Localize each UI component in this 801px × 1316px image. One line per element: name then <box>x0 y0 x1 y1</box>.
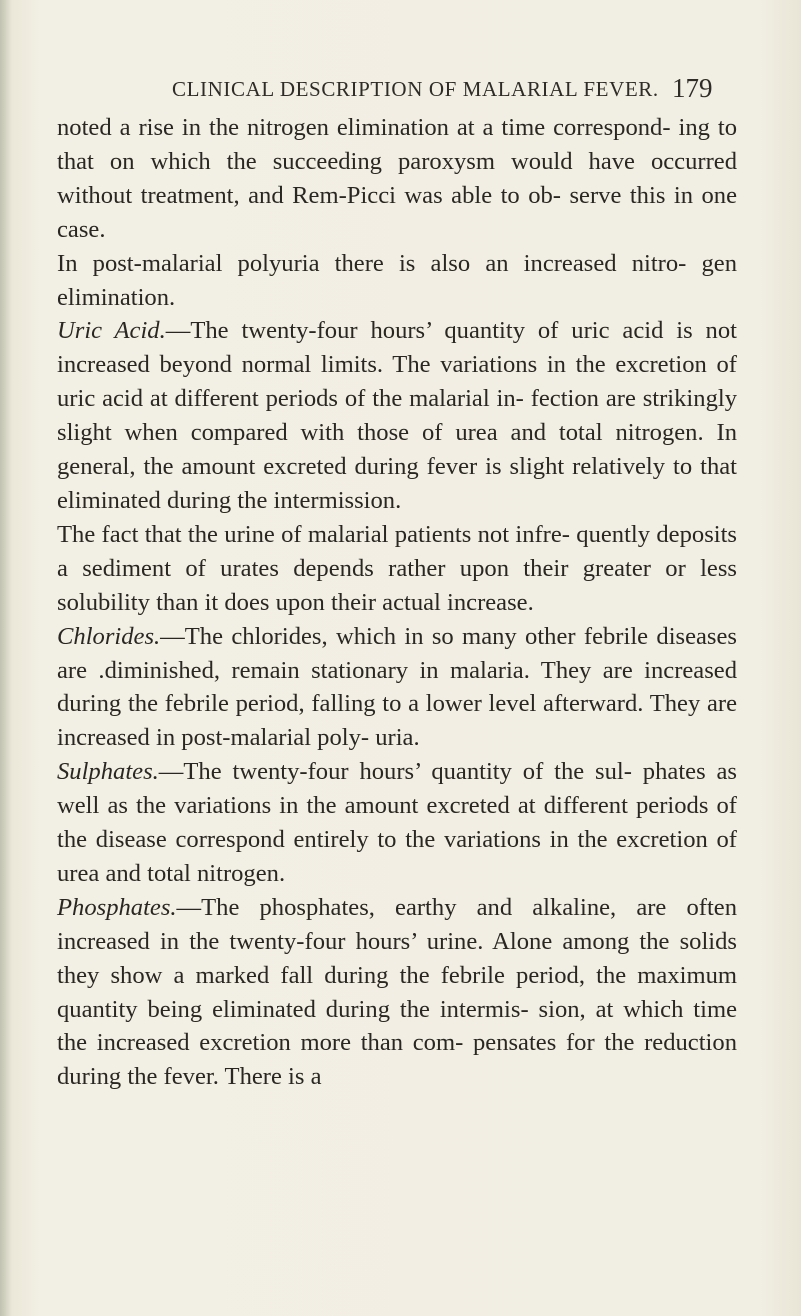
paragraph-uric-acid <box>57 314 737 517</box>
section-heading-uric-acid: Uric Acid. <box>57 317 166 345</box>
paragraph-text: noted a rise in the nitrogen elimination at a time correspond- ing to that on which the succeeding paroxysm would have occurred without treatment, and Rem-Picci was able to ob- serve this in one case. <box>57 114 737 243</box>
paragraph-nitrogen-continued <box>57 111 737 247</box>
paragraph-text: —The twenty-four hours’ quantity of the sul- phates as well as the variations in the amount excreted at different periods of the disease correspond entirely to the variations in the excretion of urea and total nitrogen. <box>57 758 737 887</box>
section-heading-chlorides: Chlorides. <box>57 622 161 650</box>
paragraph-phosphates <box>57 891 737 1094</box>
paragraph-text: —The chlorides, which in so many other febrile diseases are .diminished, remain stationary in malaria. They are increased during the febrile period, falling to a lower level afterward. They are increased in post-malarial poly- uria. <box>57 622 737 752</box>
paragraph-post-malarial-polyuria <box>57 247 737 315</box>
binding-edge-shadow <box>0 0 12 1316</box>
paragraph-text: The fact that the urine of malarial patients not infre- quently deposits a sediment of urates depends rather upon their greater or less solubility than it does upon their actual increase. <box>57 520 737 616</box>
paragraph-sulphates <box>57 755 737 891</box>
page-number: 179 <box>672 73 713 103</box>
paragraph-chlorides <box>57 620 737 756</box>
paragraph-text: —The twenty-four hours’ quantity of uric acid is not increased beyond normal limits. The variations in the excretion of uric acid at different periods of the malarial in- fection are strikingly slight when compared with those of urea and total nitrogen. In general, the amount excreted during fever is slight relatively to that eliminated during the intermission. <box>57 317 737 514</box>
running-header <box>172 73 732 107</box>
paragraph-urates-sediment <box>57 518 737 620</box>
paragraph-text: In post-malarial polyuria there is also an increased nitro- gen elimination. <box>57 249 737 311</box>
running-title: CLINICAL DESCRIPTION OF MALARIAL FEVER. <box>172 77 659 101</box>
body-text <box>57 111 737 1094</box>
section-heading-phosphates: Phosphates. <box>57 893 177 921</box>
section-heading-sulphates: Sulphates. <box>57 758 159 786</box>
paragraph-text: —The phosphates, earthy and alkaline, are often increased in the twenty-four hours’ urine. Alone among the solids they show a marked fall during the febrile period, the maximum quantity being eliminated during the intermis- sion, at which time the increased excretion more than com- pensates for the reduction during the fever. There is a <box>57 893 737 1091</box>
